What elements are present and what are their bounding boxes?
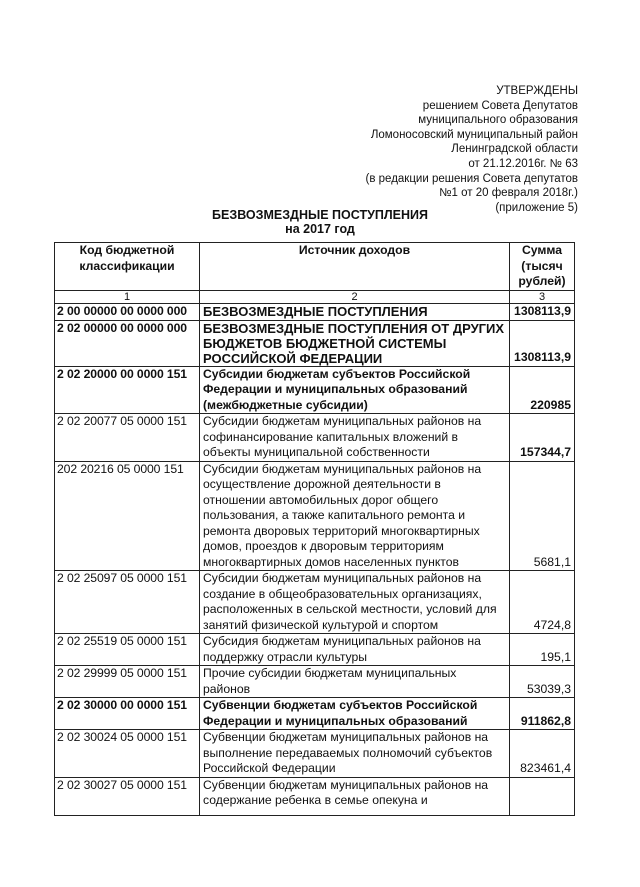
- row-source: Прочие субсидии бюджетам муниципальных районов: [200, 666, 510, 698]
- table-row: [55, 666, 575, 698]
- col-number-1: 1: [55, 291, 200, 304]
- row-code: 2 02 25097 05 0000 151: [55, 571, 200, 634]
- row-amount: 157344,7: [510, 414, 575, 462]
- row-code: 202 20216 05 0000 151: [55, 461, 200, 571]
- table-row: [55, 698, 575, 730]
- row-source: БЕЗВОЗМЕЗДНЫЕ ПОСТУПЛЕНИЯ: [200, 304, 510, 321]
- row-amount: [510, 777, 575, 815]
- approval-stamp: [366, 84, 578, 215]
- table-row: [55, 320, 575, 366]
- approval-line: УТВЕРЖДЕНЫ: [496, 85, 578, 97]
- col-number-3: 3: [510, 291, 575, 304]
- table-row: [55, 461, 575, 571]
- row-code: 2 00 00000 00 0000 000: [55, 304, 200, 321]
- row-amount: 1308113,9: [510, 304, 575, 321]
- table-header-row: [55, 243, 575, 291]
- row-amount: 53039,3: [510, 666, 575, 698]
- document-title: [0, 208, 640, 236]
- row-code: 2 02 20077 05 0000 151: [55, 414, 200, 462]
- table-row: [55, 304, 575, 321]
- row-source: Субвенции бюджетам муниципальных районов на выполнение передаваемых полномочий субъектов Российской Федерации: [200, 730, 510, 778]
- approval-line: (приложение 5): [495, 201, 578, 214]
- revenue-table: [54, 242, 575, 816]
- row-amount: 1308113,9: [510, 320, 575, 366]
- table-row: [55, 366, 575, 414]
- row-source: Субвенции бюджетам муниципальных районов на содержание ребенка в семье опекуна и: [200, 777, 510, 815]
- row-code: 2 02 00000 00 0000 000: [55, 320, 200, 366]
- row-amount: 195,1: [510, 634, 575, 666]
- row-source: Субсидии бюджетам муниципальных районов на осуществление дорожной деятельности в отношении автомобильных дорог общего пользования, а также капитального ремонта и ремонта дворовых территорий многоквартирных домов, проездов к дворовым территориям многоквартирных домов населенных пунктов: [200, 461, 510, 571]
- col-number-2: 2: [200, 291, 510, 304]
- row-code: 2 02 30027 05 0000 151: [55, 777, 200, 815]
- row-amount: 823461,4: [510, 730, 575, 778]
- table-row: [55, 777, 575, 815]
- approval-line: муниципального образования: [418, 114, 578, 127]
- row-code: 2 02 29999 05 0000 151: [55, 666, 200, 698]
- row-code: 2 02 20000 00 0000 151: [55, 366, 200, 414]
- approval-line: №1 от 20 февраля 2018г.): [439, 187, 578, 200]
- row-code: 2 02 30000 00 0000 151: [55, 698, 200, 730]
- row-amount: 5681,1: [510, 461, 575, 571]
- approval-line: от 21.12.2016г. № 63: [468, 157, 578, 170]
- row-source: Субсидии бюджетам муниципальных районов на софинансирование капитальных вложений в объекты муниципальной собственности: [200, 414, 510, 462]
- row-amount: 220985: [510, 366, 575, 414]
- row-source: БЕЗВОЗМЕЗДНЫЕ ПОСТУПЛЕНИЯ ОТ ДРУГИХ БЮДЖЕТОВ БЮДЖЕТНОЙ СИСТЕМЫ РОССИЙСКОЙ ФЕДЕРАЦИИ: [200, 320, 510, 366]
- approval-line: (в редакции решения Совета депутатов: [365, 172, 578, 185]
- header-amount: Сумма (тысяч рублей): [510, 243, 575, 291]
- title-line-2: на 2017 год: [285, 222, 355, 236]
- row-code: 2 02 30024 05 0000 151: [55, 730, 200, 778]
- row-source: Субвенции бюджетам субъектов Российской Федерации и муниципальных образований: [200, 698, 510, 730]
- table-row: [55, 414, 575, 462]
- row-source: Субсидии бюджетам субъектов Российской Федерации и муниципальных образований (межбюджетные субсидии): [200, 366, 510, 414]
- table-row: [55, 571, 575, 634]
- row-source: Субсидии бюджетам муниципальных районов на создание в общеобразовательных организациях, расположенных в сельской местности, условий для занятий физической культурой и спортом: [200, 571, 510, 634]
- row-amount: 4724,8: [510, 571, 575, 634]
- approval-line: Ленинградской области: [451, 143, 578, 156]
- row-code: 2 02 25519 05 0000 151: [55, 634, 200, 666]
- table-row: [55, 634, 575, 666]
- title-line-1: БЕЗВОЗМЕЗДНЫЕ ПОСТУПЛЕНИЯ: [212, 208, 428, 222]
- approval-line: Ломоносовский муниципальный район: [370, 128, 578, 141]
- row-source: Субсидия бюджетам муниципальных районов на поддержку отрасли культуры: [200, 634, 510, 666]
- row-amount: 911862,8: [510, 698, 575, 730]
- table-row: [55, 730, 575, 778]
- header-source: Источник доходов: [200, 243, 510, 291]
- approval-line: решением Совета Депутатов: [422, 99, 578, 112]
- column-number-row: [55, 291, 575, 304]
- header-code: Код бюджетной классификации: [55, 243, 200, 291]
